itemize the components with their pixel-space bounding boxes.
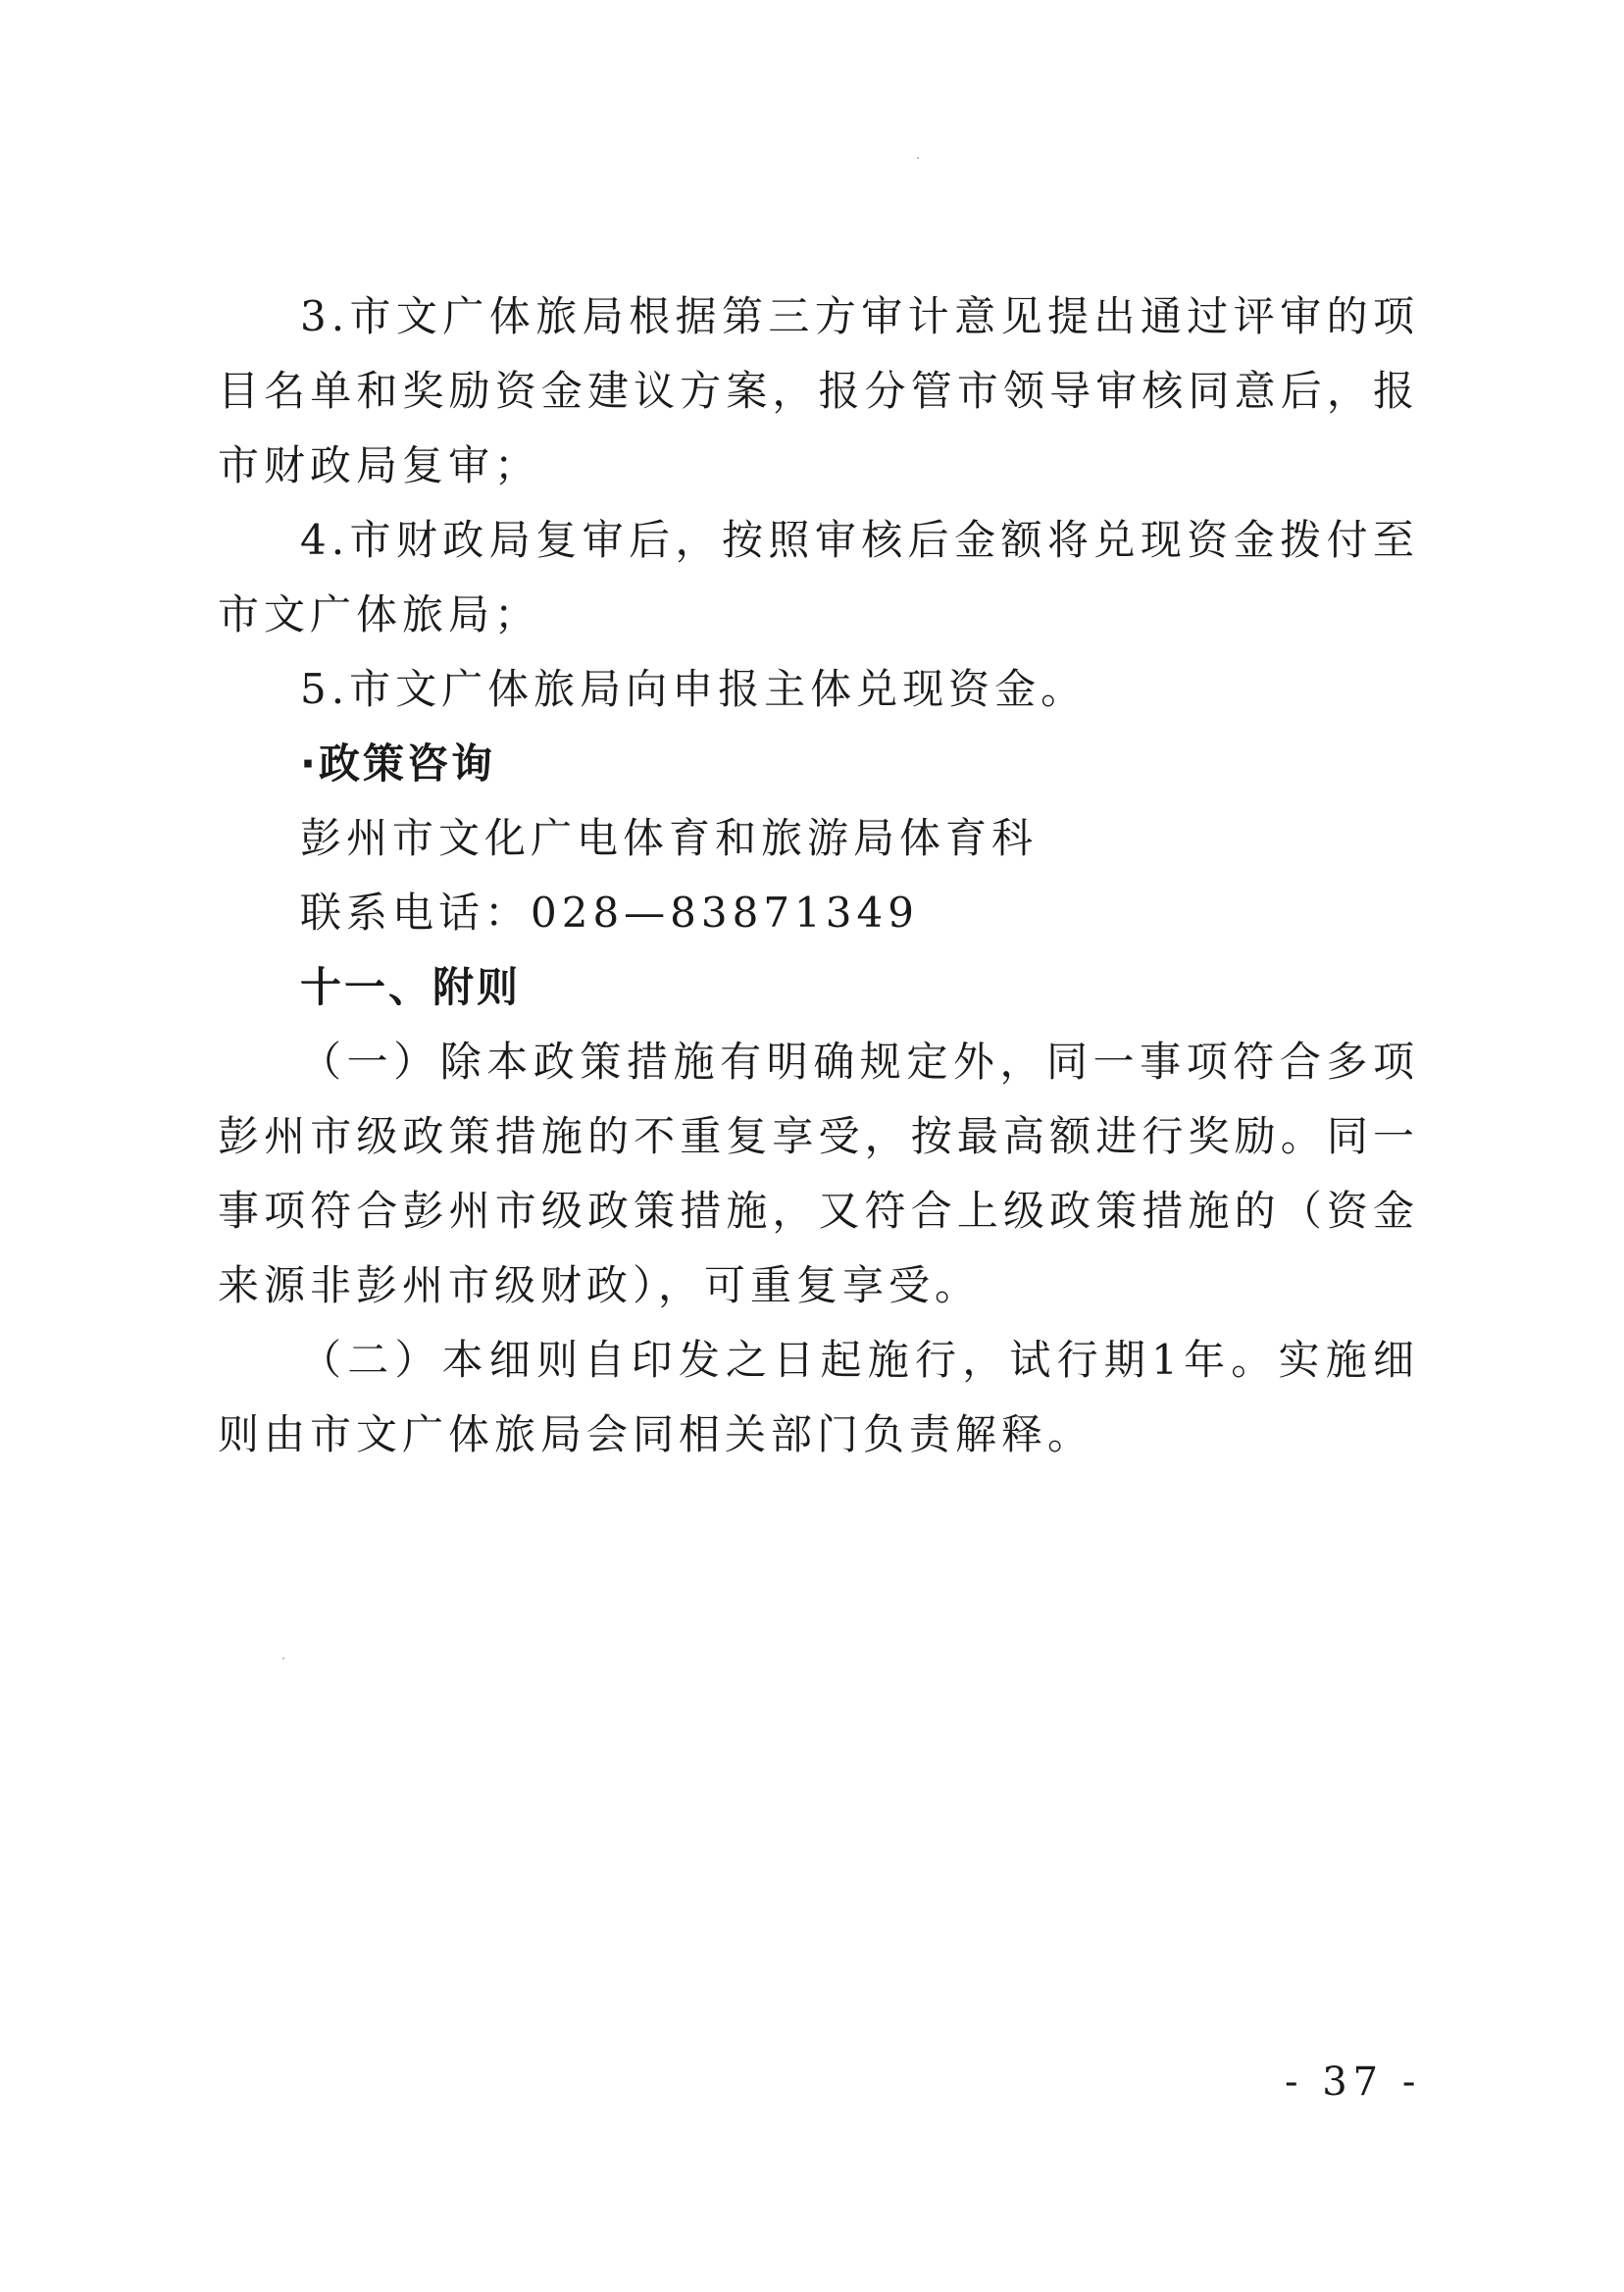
appendix-item-1: （一）除本政策措施有明确规定外，同一事项符合多项彭州市级政策措施的不重复享受，按最高额进行奖励。同一事项符合彭州市级政策措施，又符合上级政策措施的（资金来源非彭州市级财政），可重复享受。 bbox=[218, 1038, 1419, 1309]
appendix-item-2: （二）本细则自印发之日起施行，试行期1年。实施细则由市文广体旅局会同相关部门负责解释。 bbox=[218, 1336, 1419, 1458]
page-number: - 37 - bbox=[1285, 2060, 1422, 2105]
paragraph-step-5: 5.市文广体旅局向申报主体兑现资金。 bbox=[300, 665, 1088, 713]
paragraph-step-4: 4.市财政局复审后，按照审核后金额将兑现资金拨付至市文广体旅局； bbox=[218, 516, 1419, 638]
appendix-heading: 十一、附则 bbox=[300, 963, 522, 1011]
policy-consult-heading: ·政策咨询 bbox=[300, 739, 495, 788]
document-body bbox=[218, 280, 1419, 1472]
consult-phone: 联系电话：028—83871349 bbox=[300, 889, 919, 937]
scan-speck bbox=[282, 1657, 284, 1659]
scan-speck bbox=[917, 157, 919, 159]
paragraph-step-3: 3.市文广体旅局根据第三方审计意见提出通过评审的项目名单和奖励资金建议方案，报分管市领导审核同意后，报市财政局复审； bbox=[218, 292, 1419, 489]
consult-department: 彭州市文化广电体育和旅游局体育科 bbox=[300, 814, 1039, 862]
